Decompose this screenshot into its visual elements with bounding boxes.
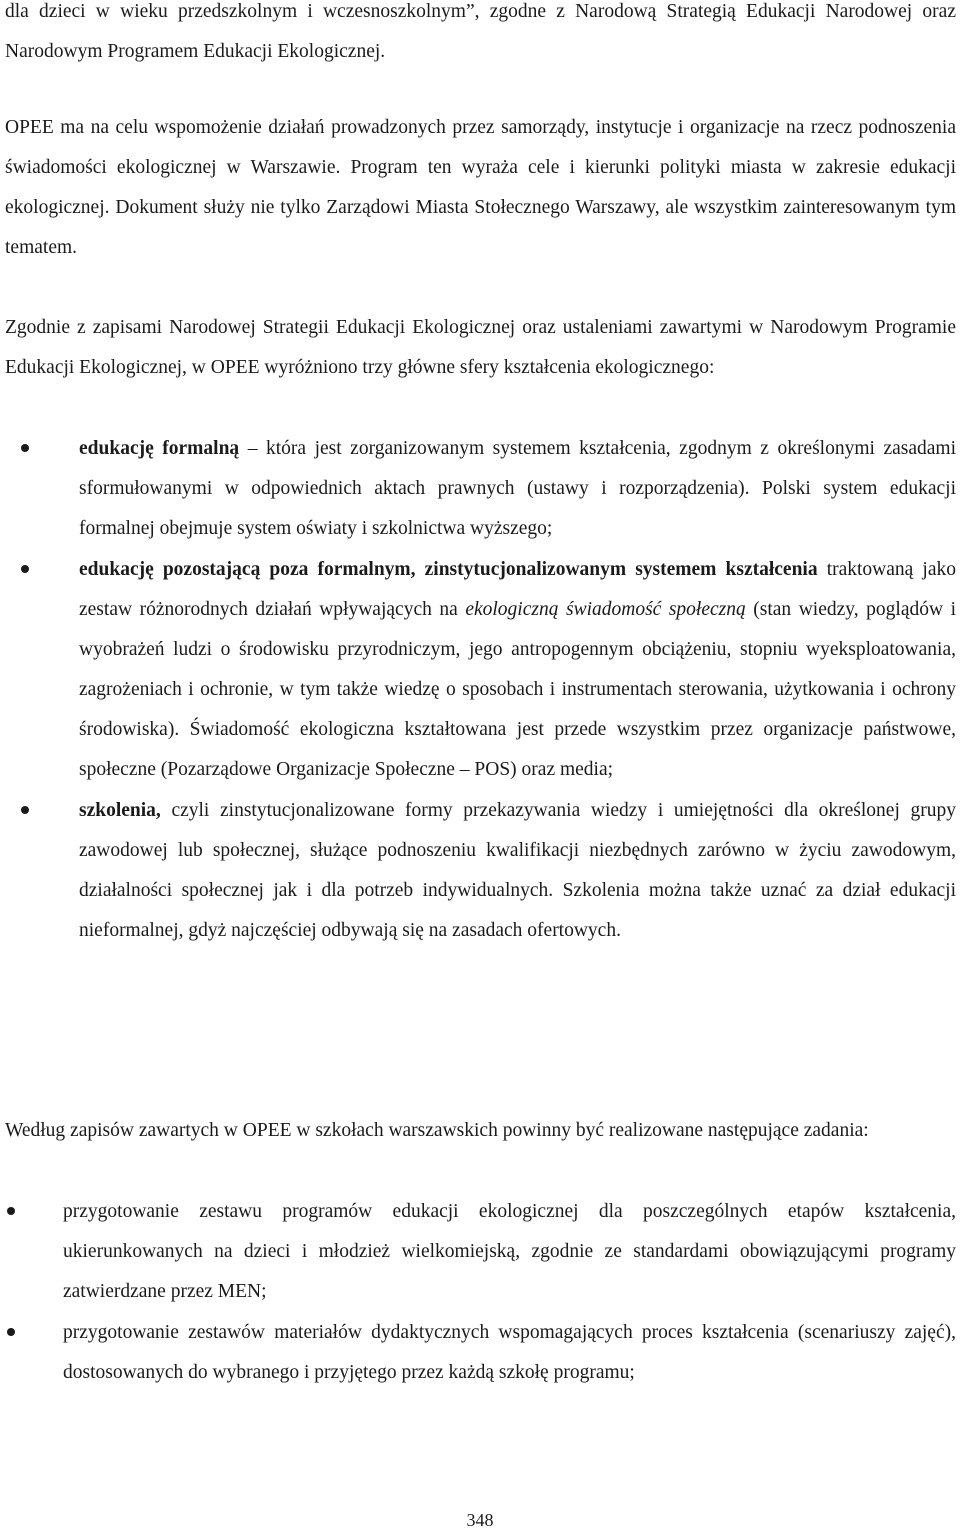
paragraph-spheres-intro: Zgodnie z zapisami Narodowej Strategii Edukacji Ekologicznej oraz ustaleniami zawartymi w Narodowym Programie Edukacji Ekologicznej, w OPEE wyróżniono trzy główne sfery kształcenia ekologicznego: <box>5 317 956 378</box>
paragraph-continuation: dla dzieci w wieku przedszkolnym i wczesnoszkolnym”, zgodne z Narodową Strategią Edukacji Narodowej oraz Narodowym Programem Edukacji Ekologicznej. <box>5 1 956 62</box>
bullet-icon <box>21 806 29 814</box>
list-item-nonformal-education <box>5 550 956 790</box>
page-number: 348 <box>466 1510 494 1530</box>
list-item-text: (stan wiedzy, poglądów i wyobrażeń ludzi o środowisku przyrodniczym, jego antropogennym obciążeniu, stopniu wyeksploatowania, zagrożeniach i ochronie, w tym także wiedzę o sposobach i instrumentach sterowania, użytkowania i ochrony środowiska). Świadomość ekologiczna kształtowana jest przede wszystkim przez organizacje państwowe, społeczne (Pozarządowe Organizacje Społeczne – POS) oraz media; <box>79 599 956 780</box>
list-item-term: szkolenia, <box>79 800 161 821</box>
list-item-formal-education <box>5 429 956 549</box>
spheres-list <box>5 429 956 951</box>
list-item-italic-term: ekologiczną świadomość społeczną <box>465 599 746 620</box>
list-item-text: traktowaną jako zestaw różnorodnych działań wpływających na <box>79 559 956 620</box>
list-item-text: – która jest zorganizowanym systemem kształcenia, zgodnym z określonymi zasadami sformułowanymi w odpowiednich aktach prawnych (ustawy i rozporządzenia). Polski system edukacji formalnej obejmuje system oświaty i szkolnictwa wyższego; <box>79 438 956 539</box>
list-item-task <box>5 1313 956 1393</box>
list-item-trainings <box>5 791 956 951</box>
bullet-icon <box>7 1207 15 1215</box>
paragraph-opee-purpose: OPEE ma na celu wspomożenie działań prowadzonych przez samorządy, instytucje i organizacje na rzecz podnoszenia świadomości ekologicznej w Warszawie. Program ten wyraża cele i kierunki polityki miasta w zakresie edukacji ekologicznej. Dokument służy nie tylko Zarządowi Miasta Stołecznego Warszawy, ale wszystkim zainteresowanym tym tematem. <box>5 117 956 258</box>
list-item-task <box>5 1192 956 1312</box>
list-item-text: przygotowanie zestawów materiałów dydaktycznych wspomagających proces kształcenia (scenariuszy zajęć), dostosowanych do wybranego i przyjętego przez każdą szkołę programu; <box>63 1322 956 1383</box>
list-item-text: przygotowanie zestawu programów edukacji ekologicznej dla poszczególnych etapów kształcenia, ukierunkowanych na dzieci i młodzież wielkomiejską, zgodnie ze standardami obowiązującymi programy zatwierdzane przez MEN; <box>63 1201 956 1302</box>
list-item-term: edukację formalną <box>79 438 240 459</box>
bullet-icon <box>21 444 29 452</box>
list-item-term: edukację pozostającą poza formalnym, zinstytucjonalizowanym systemem kształcenia <box>79 559 818 580</box>
bullet-icon <box>21 565 29 573</box>
list-item-text: czyli zinstytucjonalizowane formy przekazywania wiedzy i umiejętności dla określonej grupy zawodowej lub społecznej, służące podnoszeniu kwalifikacji niezbędnych zarówno w życiu zawodowym, działalności społecznej jak i dla potrzeb indywidualnych. Szkolenia można także uznać za dział edukacji nieformalnej, gdyż najczęściej odbywają się na zasadach ofertowych. <box>79 800 956 941</box>
paragraph-tasks-intro: Według zapisów zawartych w OPEE w szkołach warszawskich powinny być realizowane następujące zadania: <box>5 1120 869 1141</box>
bullet-icon <box>7 1328 15 1336</box>
tasks-list <box>5 1192 956 1393</box>
